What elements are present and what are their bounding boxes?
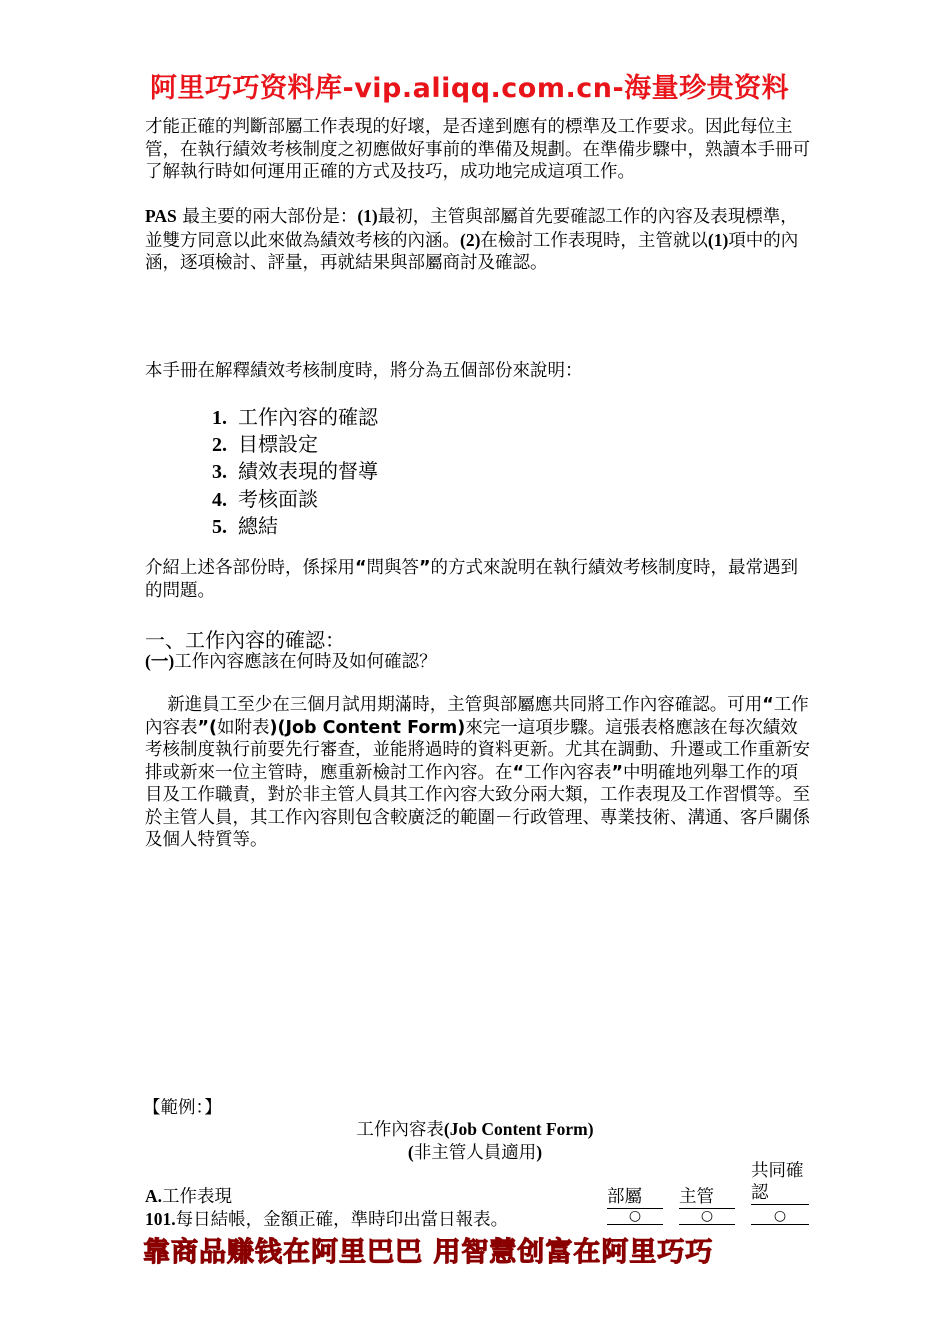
list-number: 2. <box>212 434 227 457</box>
pas-paragraph <box>145 205 815 275</box>
pas-marker-1: (1) <box>357 206 378 226</box>
col-header-joint: 共同確認 <box>751 1160 809 1205</box>
form-subtitle-text: 非主管人員適用 <box>413 1143 537 1163</box>
answer-paragraph <box>145 694 815 852</box>
answer-text: 來完一這項步驟。這張表格應該在每次績效考核制度執行前要先行審查，並能將過時的資料更新。尤其在調動、升遷或工作重新安排或新來一位主管時，應重新檢討工作內容。在 <box>145 717 810 783</box>
pas-text: 在檢討工作表現時，主管就以 <box>480 230 708 251</box>
checkbox-joint[interactable]: ○ <box>751 1208 809 1225</box>
list-item <box>212 458 378 485</box>
qa-text: 的方式來說明在執行績效考核制度時，最常遇到的問題。 <box>145 558 799 601</box>
list-item <box>212 431 378 458</box>
list-label: 考核面談 <box>238 486 318 511</box>
quote-mark: ” <box>611 762 624 783</box>
pas-acronym: PAS <box>145 206 177 226</box>
quote-mark: “ <box>512 762 525 783</box>
list-item <box>212 513 378 540</box>
quote-mark: “ <box>762 695 774 715</box>
list-label: 目標設定 <box>238 432 318 457</box>
list-number: 1. <box>212 407 227 429</box>
section-name: 工作表現 <box>162 1187 233 1207</box>
list-number: 3. <box>212 461 227 484</box>
sections-list <box>212 404 378 540</box>
list-label: 總結 <box>238 513 278 538</box>
pas-marker-2: (2) <box>460 229 481 250</box>
answer-text: 工作內容表 <box>524 762 612 783</box>
answer-text: 中明確地列舉工作的項目及工作職責，對於非主管人員其工作內容大致分兩大類，工作表現及工作習慣等。至於主管人員，其工作內容則包含較廣泛的範圍－行政管理、專業技術、溝通、客戶關係及個人特質等。 <box>145 762 810 850</box>
list-item <box>212 486 378 513</box>
form-title-text: 工作內容表 <box>356 1120 444 1140</box>
footer-banner: 靠商品赚钱在阿里巴巴 用智慧创富在阿里巧巧 <box>143 1237 714 1268</box>
question-one <box>145 650 815 674</box>
qa-text: 問與答 <box>366 558 420 578</box>
col-header-subordinate: 部屬 <box>607 1183 663 1209</box>
pas-marker-1: (1) <box>707 229 729 250</box>
intro-paragraph: 才能正確的判斷部屬工作表現的好壞，是否達到應有的標準及工作要求。因此每位主管，在執行績效考核制度之初應做好事前的準備及規劃。在準備步驟中，熟讀本手冊可了解執行時如何運用正確的方式及技巧，成功地完成這項工作。 <box>145 117 810 182</box>
row-number: 101. <box>145 1209 176 1229</box>
form-title-english: (Job Content Form) <box>443 1119 594 1139</box>
header-banner: 阿里巧巧资料库-vip.aliqq.com.cn-海量珍贵资料 <box>150 73 790 104</box>
form-section-label <box>145 1183 232 1208</box>
quote-mark: “ <box>355 558 367 578</box>
paren: ( <box>407 1142 414 1162</box>
qa-text: 介紹上述各部份時，係採用 <box>145 558 355 578</box>
question-text: 工作內容應該在何時及如何確認？ <box>174 652 437 672</box>
checkbox-supervisor[interactable]: ○ <box>679 1208 735 1225</box>
answer-text: 工作內容表 <box>145 695 809 738</box>
pas-text: 最主要的兩大部份是： <box>176 207 358 227</box>
answer-text: 如附表 <box>217 717 270 738</box>
pas-text: 最初，主管與部屬首先要確認工作的內容及表現標準，並雙方同意以此來做為績效考核的內涵。 <box>145 207 798 251</box>
table-row <box>145 1206 508 1231</box>
qa-paragraph <box>145 557 815 602</box>
list-item <box>212 404 378 431</box>
col-header-supervisor: 主管 <box>679 1183 735 1209</box>
quote-mark: ” <box>419 558 431 578</box>
pas-text: 項中的內涵，逐項檢討、評量，再就結果與部屬商討及確認。 <box>145 230 799 273</box>
list-number: 4. <box>212 488 227 511</box>
paren: ) <box>536 1142 543 1162</box>
quote-mark: ”( <box>197 717 217 738</box>
form-name-english: )(Job Content Form) <box>269 717 466 738</box>
question-marker: (一) <box>145 651 175 671</box>
checkbox-subordinate[interactable]: ○ <box>607 1208 663 1225</box>
list-label: 工作內容的確認 <box>238 405 378 429</box>
list-label: 績效表現的督導 <box>238 459 378 484</box>
section-letter: A. <box>145 1186 163 1206</box>
row-text: 每日結帳，金額正確，準時印出當日報表。 <box>175 1210 509 1230</box>
list-number: 5. <box>212 515 227 538</box>
example-label: 【範例：】 <box>143 1098 222 1118</box>
manual-intro: 本手冊在解釋績效考核制度時，將分為五個部份來說明： <box>145 361 583 381</box>
form-title <box>0 1116 950 1141</box>
section-one-title: 一、工作內容的確認： <box>145 628 345 652</box>
answer-text: 新進員工至少在三個月試用期滿時，主管與部屬應共同將工作內容確認。可用 <box>145 695 763 715</box>
